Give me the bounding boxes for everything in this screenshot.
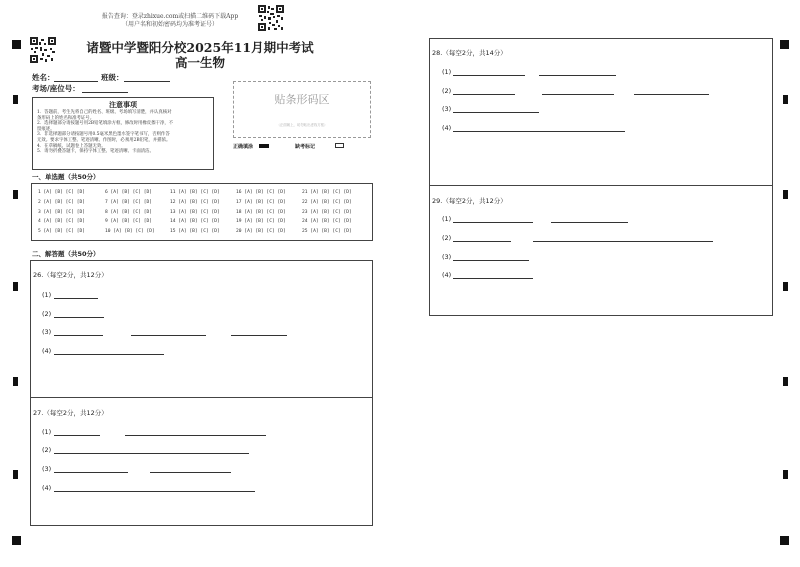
- q26-sub3-label: (3): [42, 328, 52, 336]
- mcq-item[interactable]: 21 [A] [B] [C] [D]: [302, 190, 352, 195]
- timing-mark: [783, 95, 788, 104]
- q26-sub2-label: (2): [42, 310, 52, 318]
- question-separator: [30, 397, 373, 398]
- correct-fill-sample: [259, 144, 269, 148]
- fill-example-row: [233, 142, 371, 152]
- q27-sub2-blank[interactable]: [54, 453, 249, 454]
- notice-line: 5．请勿折叠答题卡，保持字体工整、笔迹清晰、卡面清洁。: [37, 149, 154, 155]
- mcq-column: [236, 188, 286, 237]
- q28-sub3-label: (3): [442, 105, 452, 113]
- q28-sub4-label: (4): [442, 124, 452, 132]
- q29-sub4-blank[interactable]: [453, 278, 533, 279]
- corner-mark-top-right: [780, 40, 789, 49]
- mcq-item[interactable]: 20 [A] [B] [C] [D]: [236, 229, 286, 235]
- timing-mark: [783, 282, 788, 291]
- essay-section-title: 二、解答题（共50分）: [32, 250, 100, 258]
- notice-line: 无效。要求字体工整、笔迹清晰。作图时，必须用2B铅笔，并描浓。: [37, 137, 171, 143]
- q26-sub1-blank[interactable]: [54, 298, 98, 299]
- mcq-item[interactable]: 3 [A] [B] [C] [D]: [38, 209, 86, 215]
- name-label: 姓名：: [32, 73, 55, 82]
- mcq-item[interactable]: 2 [A] [B] [C] [D]: [38, 199, 86, 205]
- name-field[interactable]: [54, 81, 98, 82]
- timing-mark: [13, 470, 18, 479]
- q29-sub3-blank[interactable]: [453, 260, 529, 261]
- q28-sub1-blank[interactable]: [539, 75, 616, 76]
- notice-line: 条形码上的姓名和准考证号。: [37, 115, 95, 121]
- q26-sub3-blank[interactable]: [54, 335, 103, 336]
- timing-mark: [13, 377, 18, 386]
- class-label: 班级：: [101, 73, 124, 82]
- q26-sub3-blank[interactable]: [231, 335, 287, 336]
- mcq-item[interactable]: 17 [A] [B] [C] [D]: [236, 199, 286, 205]
- mcq-item[interactable]: 16 [A] [B] [C] [D]: [236, 190, 286, 195]
- subject-title: 高一生物: [174, 55, 225, 70]
- missing-exam-label: 缺考标记: [295, 144, 316, 150]
- q29-sub3-label: (3): [442, 253, 452, 261]
- q27-sub1-blank[interactable]: [54, 435, 100, 436]
- q28-sub2-blank[interactable]: [453, 94, 515, 95]
- notice-line: 4．在草稿纸、试题卷上答题无效。: [37, 143, 106, 149]
- q26-sub4-blank[interactable]: [54, 354, 164, 355]
- notice-line: 2．选择题部分请按题号用2B铅笔填涂方框，修改时用橡皮擦干净，不: [37, 121, 174, 127]
- q26-sub3-blank[interactable]: [131, 335, 206, 336]
- report-query-line: 报告查询：登录zhixue.com或扫描二维码下载App: [101, 13, 239, 20]
- corner-mark-bottom-left: [12, 536, 21, 545]
- essay-box-left: [30, 260, 373, 526]
- timing-mark: [13, 95, 18, 104]
- timing-mark: [783, 470, 788, 479]
- mcq-column: [170, 188, 220, 237]
- report-query-subline: （用户名和初始密码均为准考证号）: [121, 21, 218, 28]
- q26-sub1-label: (1): [42, 291, 52, 299]
- mcq-item[interactable]: 8 [A] [B] [C] [D]: [105, 209, 153, 215]
- q27-sub3-blank[interactable]: [150, 472, 231, 473]
- mcq-item[interactable]: 10 [A] [B] [C] [D]: [105, 229, 155, 235]
- q29-sub4-label: (4): [442, 271, 452, 279]
- q29-sub2-blank[interactable]: [453, 241, 511, 242]
- q27-heading: 27.（每空2分，共12分）: [33, 409, 108, 417]
- q27-sub4-blank[interactable]: [54, 491, 255, 492]
- barcode-title: 贴条形码区: [274, 93, 330, 106]
- mcq-section-title: 一、单选题（共50分）: [32, 173, 100, 181]
- q29-sub1-label: (1): [442, 215, 452, 223]
- q29-sub1-blank[interactable]: [453, 222, 533, 223]
- room-seat-field[interactable]: [82, 92, 128, 93]
- essay-box-right: [429, 38, 773, 316]
- timing-mark: [13, 190, 18, 199]
- mcq-item[interactable]: 25 [A] [B] [C] [D]: [302, 229, 352, 235]
- mcq-item[interactable]: 13 [A] [B] [C] [D]: [170, 209, 220, 215]
- mcq-item[interactable]: 6 [A] [B] [C] [D]: [105, 190, 153, 195]
- notice-line: 留痕迹。: [37, 126, 55, 132]
- corner-mark-bottom-right: [780, 536, 789, 545]
- mcq-item[interactable]: 7 [A] [B] [C] [D]: [105, 199, 153, 205]
- q28-sub4-blank[interactable]: [453, 131, 625, 132]
- mcq-item[interactable]: 15 [A] [B] [C] [D]: [170, 229, 220, 235]
- timing-mark: [783, 377, 788, 386]
- timing-mark: [13, 282, 18, 291]
- room-seat-label: 考场/座位号：: [32, 84, 80, 93]
- q27-sub1-blank[interactable]: [125, 435, 266, 436]
- mcq-item[interactable]: 24 [A] [B] [C] [D]: [302, 219, 352, 225]
- missing-exam-checkbox[interactable]: [335, 143, 344, 148]
- mcq-column: [302, 188, 352, 237]
- mcq-item[interactable]: 14 [A] [B] [C] [D]: [170, 219, 220, 225]
- q29-sub2-blank[interactable]: [533, 241, 713, 242]
- mcq-column: [105, 188, 155, 237]
- timing-mark: [783, 190, 788, 199]
- exam-title: 诸暨中学暨阳分校2025年11月期中考试: [86, 40, 314, 55]
- mcq-item[interactable]: 11 [A] [B] [C] [D]: [170, 190, 220, 195]
- mcq-item[interactable]: 18 [A] [B] [C] [D]: [236, 209, 286, 215]
- mcq-item[interactable]: 1 [A] [B] [C] [D]: [38, 190, 86, 195]
- q28-heading: 28.（每空2分，共14分）: [432, 49, 507, 57]
- mcq-item[interactable]: 4 [A] [B] [C] [D]: [38, 219, 86, 225]
- mcq-item[interactable]: 12 [A] [B] [C] [D]: [170, 199, 220, 205]
- notice-line: 3．非选择题部分请按题号用0.5毫米黑色墨水签字笔书写，否则作答: [37, 132, 170, 138]
- q29-sub1-blank[interactable]: [551, 222, 628, 223]
- notice-line: 1．答题前，考生先将自己的姓名、班级、考场填写清楚，并认真核对: [37, 110, 172, 115]
- mcq-answer-grid: [31, 183, 373, 241]
- mcq-item[interactable]: 19 [A] [B] [C] [D]: [236, 219, 286, 225]
- barcode-area: [233, 81, 371, 138]
- q26-heading: 26.（每空2分，共12分）: [33, 271, 108, 279]
- q28-sub2-blank[interactable]: [542, 94, 614, 95]
- q28-sub2-blank[interactable]: [634, 94, 709, 95]
- mcq-item[interactable]: 23 [A] [B] [C] [D]: [302, 209, 352, 215]
- q27-sub4-label: (4): [42, 484, 52, 492]
- correct-fill-label: 正确填涂: [233, 144, 254, 150]
- q28-sub2-label: (2): [442, 87, 452, 95]
- question-separator: [429, 185, 773, 186]
- q26-sub4-label: (4): [42, 347, 52, 355]
- q27-sub3-label: (3): [42, 465, 52, 473]
- mcq-column: [38, 188, 85, 237]
- notice-title: 注意事项: [109, 100, 137, 109]
- q28-sub1-label: (1): [442, 68, 452, 76]
- q26-sub2-blank[interactable]: [54, 317, 104, 318]
- q28-sub1-blank[interactable]: [453, 75, 525, 76]
- mcq-item[interactable]: 5 [A] [B] [C] [D]: [38, 229, 86, 235]
- q27-sub2-label: (2): [42, 446, 52, 454]
- app-download-qr-code: [258, 5, 284, 31]
- notice-box: [32, 97, 214, 170]
- mcq-item[interactable]: 9 [A] [B] [C] [D]: [105, 219, 153, 225]
- barcode-instruction: （正面朝上，切勿贴出虚线方框）: [276, 123, 328, 127]
- q29-sub2-label: (2): [442, 234, 452, 242]
- mcq-item[interactable]: 22 [A] [B] [C] [D]: [302, 199, 352, 205]
- q28-sub3-blank[interactable]: [453, 112, 539, 113]
- q27-sub3-blank[interactable]: [54, 472, 128, 473]
- class-field[interactable]: [124, 81, 170, 82]
- q27-sub1-label: (1): [42, 428, 52, 436]
- q29-heading: 29.（每空2分，共12分）: [432, 197, 507, 205]
